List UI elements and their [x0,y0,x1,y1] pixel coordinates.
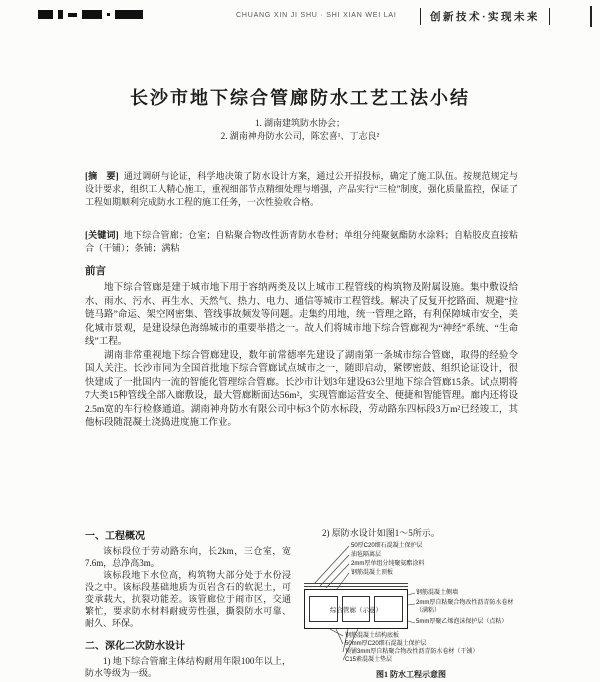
left-column [85,527,291,680]
figure-top-label-4: 钢筋混凝土顶板 [351,570,394,576]
author-line-2: 2. 湖南神舟防水公司，陈宏喜¹、丁志良² [220,131,380,141]
figure-top-label-1: 50厚C20细石混凝土保护层 [351,543,423,549]
abstract-text: 通过调研与论证，科学地决策了防水设计方案，通过公开招投标，确定了施工队伍。按规范规定与设计要求，组织工人精心施工，重视细部节点精细处理与增强，产品实行“三检”制度，强化质量监控，保证了工程如期顺利完成防水工程的施工任务，一次性验收合格。 [85,171,518,207]
figure-caption: 图1 防水工程示意图 [376,670,446,679]
keywords-label: [关键词] [85,230,119,240]
author-block [0,117,600,143]
masthead-pinyin: CHUANG XIN JI SHU · SHI XIAN WEI LAI [236,12,397,19]
figure-right-label-3: 5mm厚聚乙烯泡沫保护层（点粘） [416,619,508,625]
masthead-logo-marks [38,10,143,19]
section1-heading: 一、工程概况 [85,531,145,542]
article-title: 长沙市地下综合管廊防水工艺工法小结 [130,88,470,108]
section2-heading: 二、深化二次防水设计 [85,641,185,652]
foreword-section [85,263,518,431]
figure-bottom-label-1: 钢筋混凝土结构底板 [345,633,400,639]
author-line-1: 1. 湖南建筑防水协会； [254,118,345,128]
figure-bottom-label-2: 50mm厚C20细石混凝土保护层 [345,641,427,647]
abstract-paragraph [85,170,518,209]
section1-paragraph-2: 该标段地下水位高，构筑物大部分处于水份浸没之中。该标段基础地质为页岩含石的软泥土，可变承载大，抗裂功能差。该管廊位于闹市区，交通繁忙，要求防水材料耐疲劳性强，撕裂防水可靠、耐久、环保。 [85,570,291,628]
foreword-heading: 前言 [85,266,106,277]
keywords-text: 地下综合管廊；仓室；自粘聚合物改性沥青防水卷材；单组分纯聚氨酯防水涂料；自粘胶皮直接粘合（干铺）；条铺；满粘 [85,230,518,253]
figure-1-diagram [304,543,517,667]
two-column-area [85,527,518,680]
figure-bottom-label-3: 预铺3mm厚自粘聚合物改性沥青防水卷材（干铺） [345,649,479,655]
masthead-slogan: 创新技术·实现未来 [420,8,550,25]
figure-bottom-label-4: C15素混凝土垫层 [345,657,393,663]
section1-paragraph-1: 该标段位于劳动路东向，长2km，三仓室，宽7.6m，总净高3m。 [85,546,291,568]
figure-top-label-3: 2mm厚单组分纯聚氨酯涂料 [351,561,425,567]
keywords-paragraph [85,229,518,255]
figure-right-label-2: 2mm厚自粘聚合物改性沥青防水卷材（满粘） [416,600,514,614]
page-header [38,6,592,30]
figure-right-label-1: 钢筋混凝土侧墙 [416,590,459,596]
figure-intro: 2) 原防水设计如图1～5所示。 [322,528,440,538]
foreword-paragraph-2: 湖南非常重视地下综合管廊建设，数年前常德率先建设了湖南第一条城市综合管廊，取得的经验令国人关注。长沙市同为全国首批地下综合管廊试点城市之一，随即启动，紧锣密鼓、组织论证设计，很快建成了一批国内一流的智能化管理综合管廊。长沙市计划3年建设63公里地下综合管廊15条。试点期将7大类15种管线全部入廊敷设，最大管廊断面达56m²，实现管廊运营安全、便捷和智能管理。廊内还将设2.5m宽的车行检修通道。湖南神舟防水有限公司中标3个防水标段，劳动路东四标段3万m²已经竣工，其他标段随混凝土浇捣进度施工作业。 [85,350,518,428]
section2-paragraph-1: 1) 地下综合管廊主体结构耐用年限100年以上，防水等级为一级。 [85,656,291,678]
tunnel-box-label: 综合管廊（示意） [330,607,382,614]
right-column [304,527,518,680]
foreword-paragraph-1: 地下综合管廊是建于城市地下用于容纳两类及以上城市工程管线的构筑物及附属设施。集中敷设给水、雨水、污水、再生水、天然气、热力、电力、通信等城市工程管线。解决了反复开挖路面、规避“拉链马路”命运、架空网密集、管线事故频发等问题。走集约用地，统一管理之路，有利保障城市安全，美化城市景观，是建设绿色海绵城市的重要举措之一。故人们将城市地下综合管廊视为“神经”系统、“生命线”工程。 [85,283,518,347]
abstract-label: [摘 要] [85,171,119,181]
figure-top-label-2: 油毡隔离层 [351,552,382,558]
header-rule [590,6,592,27]
